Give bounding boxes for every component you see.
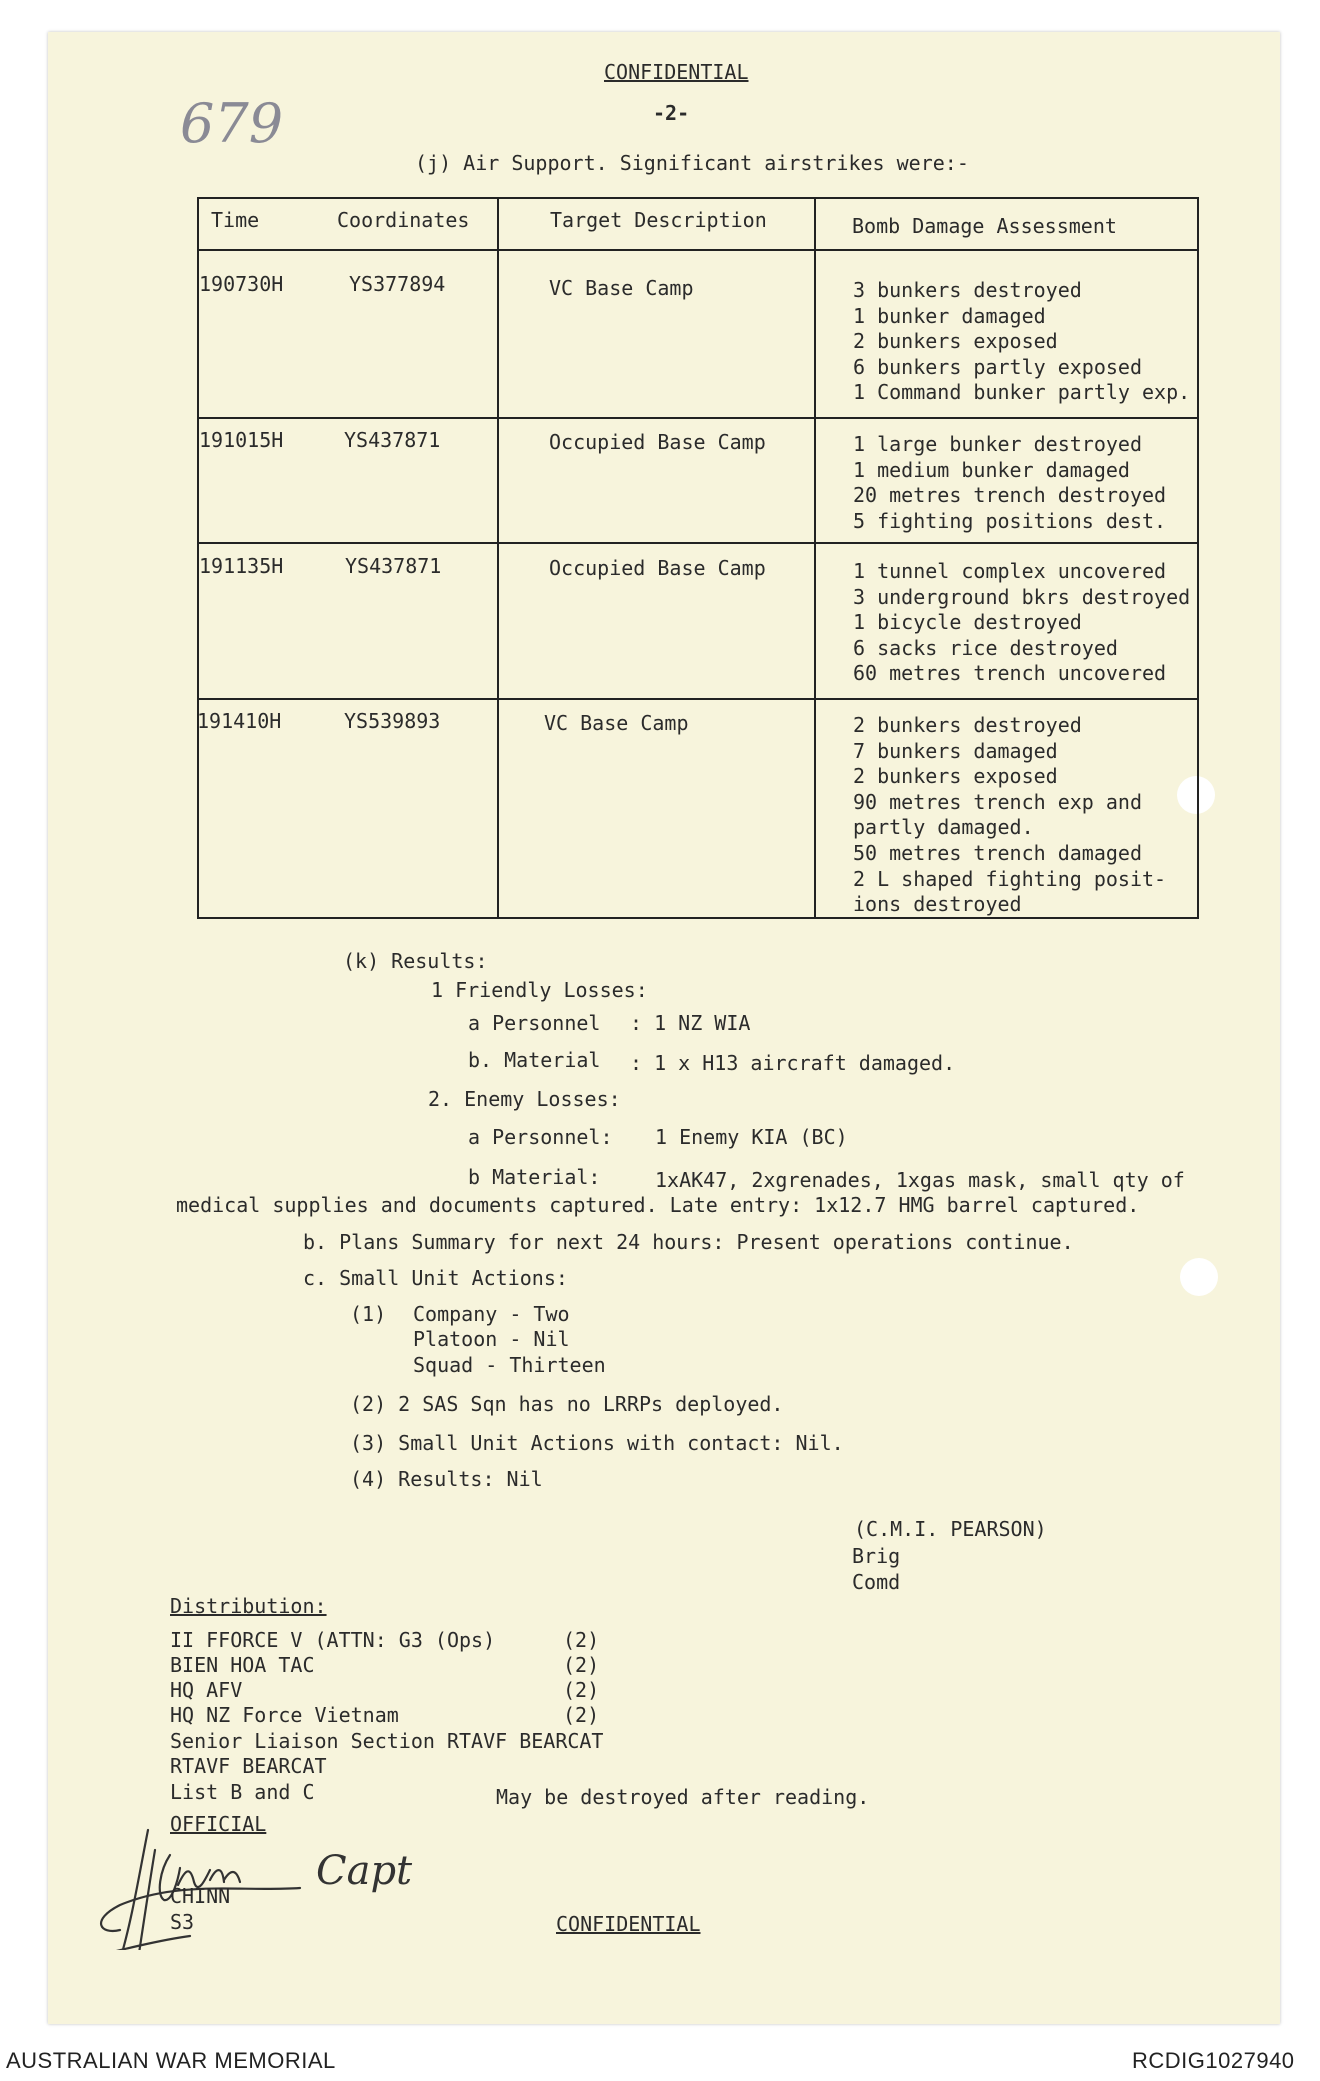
bda-line: 2 bunkers exposed [853, 764, 1058, 789]
official-appointment: S3 [170, 1910, 195, 1934]
bda-line: 1 bunker damaged [853, 303, 1046, 328]
distribution-entry: HQ AFV [170, 1678, 243, 1702]
plans-summary: b. Plans Summary for next 24 hours: Present operations continue. [303, 1230, 1074, 1254]
row3-coordinates: YS437871 [345, 554, 442, 578]
enemy-losses-heading: 2. Enemy Losses: [428, 1087, 621, 1111]
signatory-rank: Brig [852, 1544, 901, 1568]
row4-coordinates: YS539893 [344, 709, 441, 733]
row2-target: Occupied Base Camp [549, 430, 766, 454]
classification-top: CONFIDENTIAL [604, 60, 749, 84]
distribution-entry: II FFORCE V (ATTN: G3 (Ops) [170, 1628, 496, 1652]
bda-line: partly damaged. [853, 815, 1034, 840]
margin-note: 679 [180, 92, 284, 155]
signed-rank: Capt [316, 1848, 413, 1894]
bda-line: 90 metres trench exp and [853, 789, 1142, 814]
small-unit-item1-number: (1) [350, 1302, 387, 1326]
small-unit-company: Company - Two [413, 1302, 570, 1326]
friendly-losses-heading: 1 Friendly Losses: [431, 978, 648, 1002]
classification-bottom: CONFIDENTIAL [556, 1912, 701, 1936]
distribution-copies: (2) [563, 1678, 600, 1702]
small-unit-platoon: Platoon - Nil [413, 1327, 570, 1351]
friendly-personnel-label: a Personnel [468, 1011, 601, 1035]
bda-line: 6 bunkers partly exposed [853, 354, 1142, 379]
airstrikes-table [192, 196, 1205, 922]
results-heading: (k) Results: [343, 949, 488, 973]
bda-line: 6 sacks rice destroyed [853, 635, 1118, 660]
enemy-personnel-label: a Personnel: [468, 1125, 613, 1149]
distribution-copies: (2) [563, 1703, 600, 1727]
punch-hole-lower [1180, 1258, 1218, 1296]
official-name: CHINN [170, 1884, 231, 1908]
row3-bda [853, 559, 1190, 687]
bda-line: 2 bunkers destroyed [853, 713, 1082, 737]
col-header-time: Time [211, 208, 260, 232]
row1-coordinates: YS377894 [349, 272, 446, 296]
row1-target: VC Base Camp [549, 276, 694, 300]
distribution-entry: Senior Liaison Section RTAVF BEARCAT [170, 1729, 604, 1753]
bda-line: 3 bunkers destroyed [853, 278, 1082, 302]
distribution-entry: List B and C [170, 1780, 315, 1804]
official-label: OFFICIAL [170, 1812, 267, 1836]
archive-name: AUSTRALIAN WAR MEMORIAL [6, 2048, 336, 2073]
distribution-copies: (2) [563, 1628, 600, 1652]
row1-time: 190730H [199, 272, 284, 296]
enemy-material-continued: medical supplies and documents captured. Late entry: 1x12.7 HMG barrel captured. [176, 1193, 1140, 1217]
bda-line: ions destroyed [853, 892, 1022, 917]
bda-line: 1 tunnel complex uncovered [853, 559, 1167, 583]
col-header-coordinates: Coordinates [337, 208, 470, 232]
air-support-heading: (j) Air Support. Significant airstrikes were:- [415, 151, 969, 175]
archive-reference: RCDIG1027940 [1132, 2048, 1295, 2073]
distribution-entry: HQ NZ Force Vietnam [170, 1703, 399, 1727]
bda-line: 5 fighting positions dest. [853, 508, 1167, 533]
bda-line: 2 L shaped fighting posit- [853, 866, 1167, 891]
bda-line: 1 large bunker destroyed [853, 432, 1142, 456]
small-unit-item4: (4) Results: Nil [350, 1467, 543, 1491]
row3-target: Occupied Base Camp [549, 556, 766, 580]
enemy-material-label: b Material: [468, 1165, 601, 1189]
small-unit-squad: Squad - Thirteen [413, 1353, 606, 1377]
bda-line: 60 metres trench uncovered [853, 661, 1167, 686]
signatory-appointment: Comd [852, 1570, 901, 1594]
enemy-personnel-value: 1 Enemy KIA (BC) [655, 1125, 848, 1149]
small-unit-item3: (3) Small Unit Actions with contact: Nil. [350, 1431, 844, 1455]
friendly-material-label: b. Material [468, 1048, 601, 1072]
row2-bda [853, 432, 1166, 534]
bda-line: 50 metres trench damaged [853, 840, 1142, 865]
page-number: -2- [653, 101, 690, 125]
distribution-entry: BIEN HOA TAC [170, 1653, 315, 1677]
distribution-entry: RTAVF BEARCAT [170, 1754, 327, 1778]
enemy-material-value: 1xAK47, 2xgrenades, 1xgas mask, small qty of [655, 1168, 1185, 1192]
row2-coordinates: YS437871 [344, 428, 441, 452]
row4-time: 191410H [197, 709, 282, 733]
handwritten-signature [60, 1810, 360, 1950]
friendly-material-value: : 1 x H13 aircraft damaged. [630, 1051, 956, 1075]
signatory-name: (C.M.I. PEARSON) [854, 1517, 1047, 1541]
bda-line: 1 Command bunker partly exp. [853, 380, 1191, 405]
bda-line: 7 bunkers damaged [853, 738, 1058, 763]
row2-time: 191015H [199, 428, 284, 452]
friendly-personnel-value: : 1 NZ WIA [630, 1011, 751, 1035]
row4-bda [853, 713, 1166, 918]
bda-line: 1 medium bunker damaged [853, 457, 1130, 482]
small-unit-item2: (2) 2 SAS Sqn has no LRRPs deployed. [350, 1392, 784, 1416]
small-unit-heading: c. Small Unit Actions: [303, 1266, 568, 1290]
row3-time: 191135H [199, 554, 284, 578]
bda-line: 3 underground bkrs destroyed [853, 584, 1191, 609]
destruction-note: May be destroyed after reading. [496, 1785, 870, 1809]
col-header-target: Target Description [550, 208, 767, 232]
col-header-bda: Bomb Damage Assessment [852, 214, 1117, 238]
row1-bda [853, 278, 1190, 406]
row4-target: VC Base Camp [544, 711, 689, 735]
bda-line: 1 bicycle destroyed [853, 610, 1082, 635]
bda-line: 20 metres trench destroyed [853, 483, 1167, 508]
distribution-heading: Distribution: [170, 1594, 327, 1618]
bda-line: 2 bunkers exposed [853, 329, 1058, 354]
distribution-copies: (2) [563, 1653, 600, 1677]
